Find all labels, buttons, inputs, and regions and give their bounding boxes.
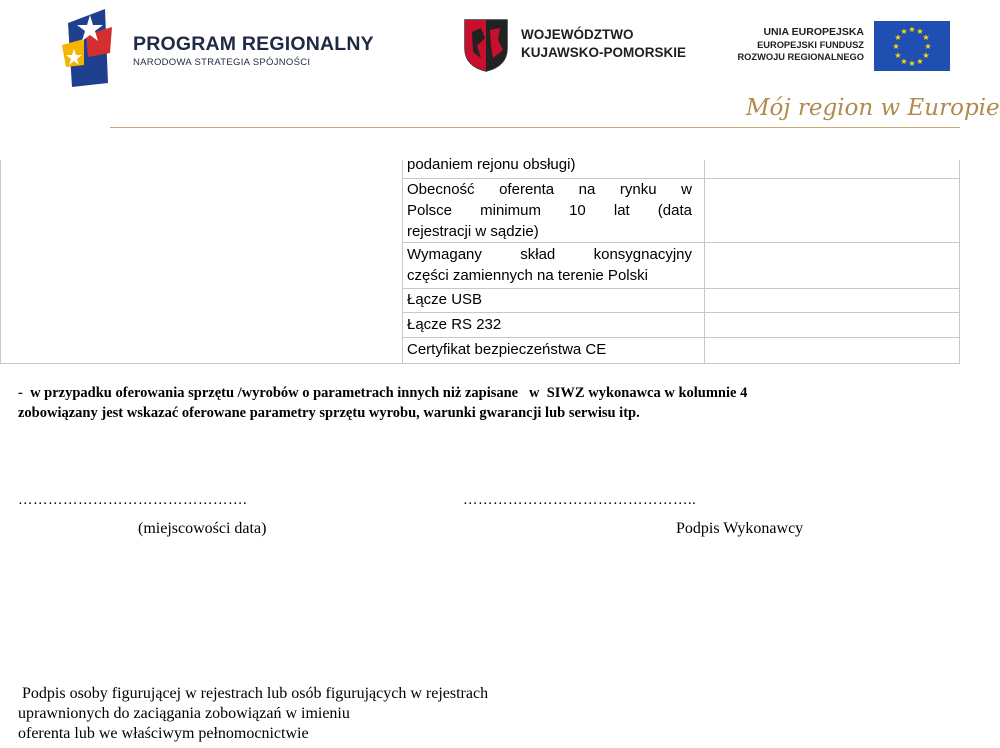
svg-text:★: ★ (922, 51, 930, 60)
table-border-bottom (0, 363, 960, 364)
footer-line: Podpis osoby figurującej w rejestrach lub osób figurujących w rejestrach (18, 685, 489, 702)
program-title: PROGRAM REGIONALNY (133, 33, 374, 55)
region-motto: Mój region w Europie (746, 95, 1000, 121)
voivodeship-crest (463, 18, 509, 72)
table-border-left (0, 160, 1, 364)
program-subtitle: NARODOWA STRATEGIA SPÓJNOŚCI (133, 57, 311, 68)
table-row-divider (402, 312, 960, 313)
cell-line: Wymagany skład konsygnacyjny (407, 246, 692, 263)
table-cell: Certyfikat bezpieczeństwa CE (407, 341, 607, 358)
place-date-dots: ………………………………………. (18, 492, 248, 508)
table-cell: Łącze USB (407, 291, 483, 308)
table-cell (407, 179, 692, 242)
table-cell (407, 244, 692, 286)
eu-line2: EUROPEJSKI FUNDUSZ (757, 40, 864, 50)
svg-text:★: ★ (916, 27, 924, 36)
note-line: zobowiązany jest wskazać oferowane parametry sprzętu wyrobu, warunki gwarancji lub serwisu itp. (18, 405, 640, 421)
svg-text:★: ★ (908, 59, 916, 68)
svg-text:★: ★ (908, 25, 916, 34)
eu-line1: UNIA EUROPEJSKA (763, 26, 864, 38)
svg-text:★: ★ (900, 57, 908, 66)
eu-flag-icon (874, 21, 950, 71)
note-line: - w przypadku oferowania sprzętu /wyrobów o parametrach innych niż zapisane w SIWZ wykonawca w kolumnie 4 (18, 385, 748, 401)
page-header (0, 0, 1000, 160)
eu-line3: ROZWOJU REGIONALNEGO (737, 52, 864, 62)
svg-text:★: ★ (894, 33, 902, 42)
table-border-right (959, 160, 960, 364)
svg-text:★: ★ (892, 42, 900, 51)
cell-line: części zamiennych na terenie Polski (407, 267, 648, 284)
footer-line: uprawnionych do zaciągania zobowiązań w imieniu (18, 705, 350, 722)
svg-text:★: ★ (894, 51, 902, 60)
contractor-signature-label: Podpis Wykonawcy (676, 520, 804, 537)
authorized-signature-note (18, 684, 488, 744)
svg-text:★: ★ (900, 27, 908, 36)
table-cell: podaniem rejonu obsługi) (407, 156, 576, 173)
cell-line: Polsce minimum 10 lat (data (407, 202, 692, 219)
header-divider (110, 127, 960, 128)
voivodeship-name-line1: WOJEWÓDZTWO (521, 27, 634, 42)
cell-line: rejestracji w sądzie) (407, 223, 539, 240)
specification-table (0, 156, 960, 364)
table-row-divider (402, 242, 960, 243)
table-row-divider (402, 337, 960, 338)
offer-note (18, 383, 918, 423)
svg-text:★: ★ (922, 33, 930, 42)
footer-line: oferenta lub we właściwym pełnomocnictwie (18, 725, 309, 742)
table-column-divider (402, 160, 403, 364)
voivodeship-name-line2: KUJAWSKO-POMORSKIE (521, 45, 687, 60)
table-column-divider (704, 160, 705, 364)
contractor-signature-dots: ……………………………………….. (463, 492, 697, 508)
program-regionalny-logo (60, 5, 130, 90)
svg-text:★: ★ (916, 57, 924, 66)
table-cell: Łącze RS 232 (407, 316, 502, 333)
cell-line: Obecność oferenta na rynku w (407, 181, 692, 198)
svg-text:★: ★ (924, 42, 932, 51)
place-date-label: (miejscowości data) (138, 520, 267, 537)
eu-fund-text (737, 26, 864, 63)
